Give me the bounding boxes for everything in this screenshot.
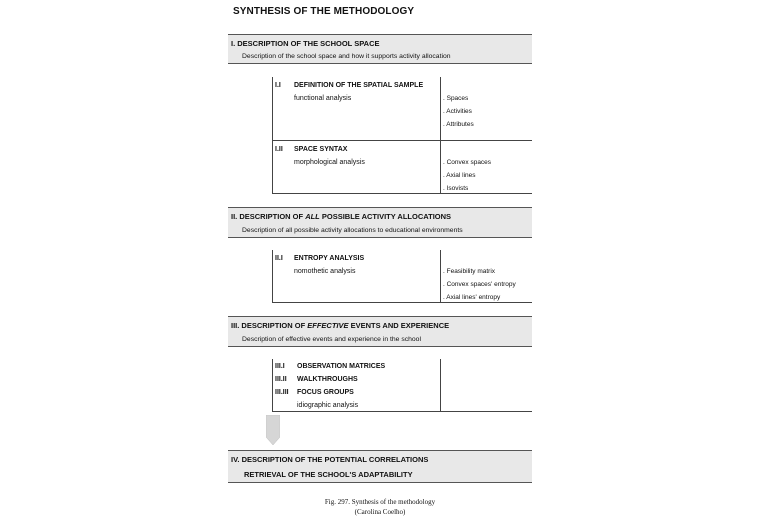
section-school-space: [228, 34, 532, 64]
section-description: Description of the school space and how it supports activity allocation: [242, 53, 451, 60]
list-item: . Axial lines' entropy: [443, 294, 501, 301]
method-number: I.I: [275, 82, 281, 89]
row-divider: [273, 140, 532, 141]
column-divider: [440, 77, 441, 193]
box-school-space-methods: [272, 77, 532, 194]
method-heading: SPACE SYNTAX: [294, 146, 348, 153]
method-number: III.III: [275, 389, 289, 396]
diagram-title: SYNTHESIS OF THE METHODOLOGY: [233, 6, 415, 17]
method-heading: DEFINITION OF THE SPATIAL SAMPLE: [294, 82, 424, 89]
method-number: III.II: [275, 376, 287, 383]
method-heading: OBSERVATION MATRICES: [297, 363, 386, 370]
section-description: Description of effective events and experience in the school: [242, 336, 421, 343]
method-number: II.I: [275, 255, 283, 262]
box-qualitative-methods: [272, 359, 532, 412]
down-arrow-icon: [266, 415, 280, 447]
column-divider: [440, 250, 441, 302]
list-item: . Convex spaces' entropy: [443, 281, 516, 288]
section-heading: IV. DESCRIPTION OF THE POTENTIAL CORRELATIONS: [231, 455, 429, 464]
method-subheading: idiographic analysis: [297, 402, 359, 409]
section-activity-allocations: [228, 207, 532, 238]
emphasis: EFFECTIVE: [307, 321, 349, 330]
caption-line: Fig. 297. Synthesis of the methodology: [324, 498, 436, 506]
section-heading: I. DESCRIPTION OF THE SCHOOL SPACE: [231, 39, 380, 48]
section-subheading: RETRIEVAL OF THE SCHOOL'S ADAPTABILITY: [244, 470, 413, 479]
list-item: . Axial lines: [443, 172, 476, 179]
caption-credit: (Carolina Coelho): [354, 508, 406, 516]
method-heading: FOCUS GROUPS: [297, 389, 354, 396]
method-subheading: morphological analysis: [294, 159, 365, 166]
method-number: III.I: [275, 363, 285, 370]
list-item: . Activities: [443, 108, 472, 115]
box-entropy-analysis: [272, 250, 532, 303]
list-item: . Feasibility matrix: [443, 268, 496, 275]
section-description: Description of all possible activity allocations to educational environments: [242, 227, 463, 234]
list-item: . Isovists: [443, 185, 469, 192]
section-heading: II. DESCRIPTION OF ALL POSSIBLE ACTIVITY ALLOCATIONS: [231, 212, 452, 221]
list-item: . Spaces: [443, 95, 469, 102]
emphasis: ALL: [305, 212, 320, 221]
method-heading: ENTROPY ANALYSIS: [294, 255, 365, 262]
column-divider: [440, 359, 441, 411]
figure-caption: [300, 497, 460, 517]
list-item: . Attributes: [443, 121, 474, 128]
section-correlations: [228, 450, 532, 483]
method-number: I.II: [275, 146, 283, 153]
section-effective-events: [228, 316, 532, 347]
method-subheading: nomothetic analysis: [294, 268, 356, 275]
section-heading: III. DESCRIPTION OF EFFECTIVE EVENTS AND EXPERIENCE: [231, 321, 450, 330]
method-heading: WALKTHROUGHS: [297, 376, 358, 383]
method-subheading: functional analysis: [294, 95, 352, 102]
list-item: . Convex spaces: [443, 159, 492, 166]
